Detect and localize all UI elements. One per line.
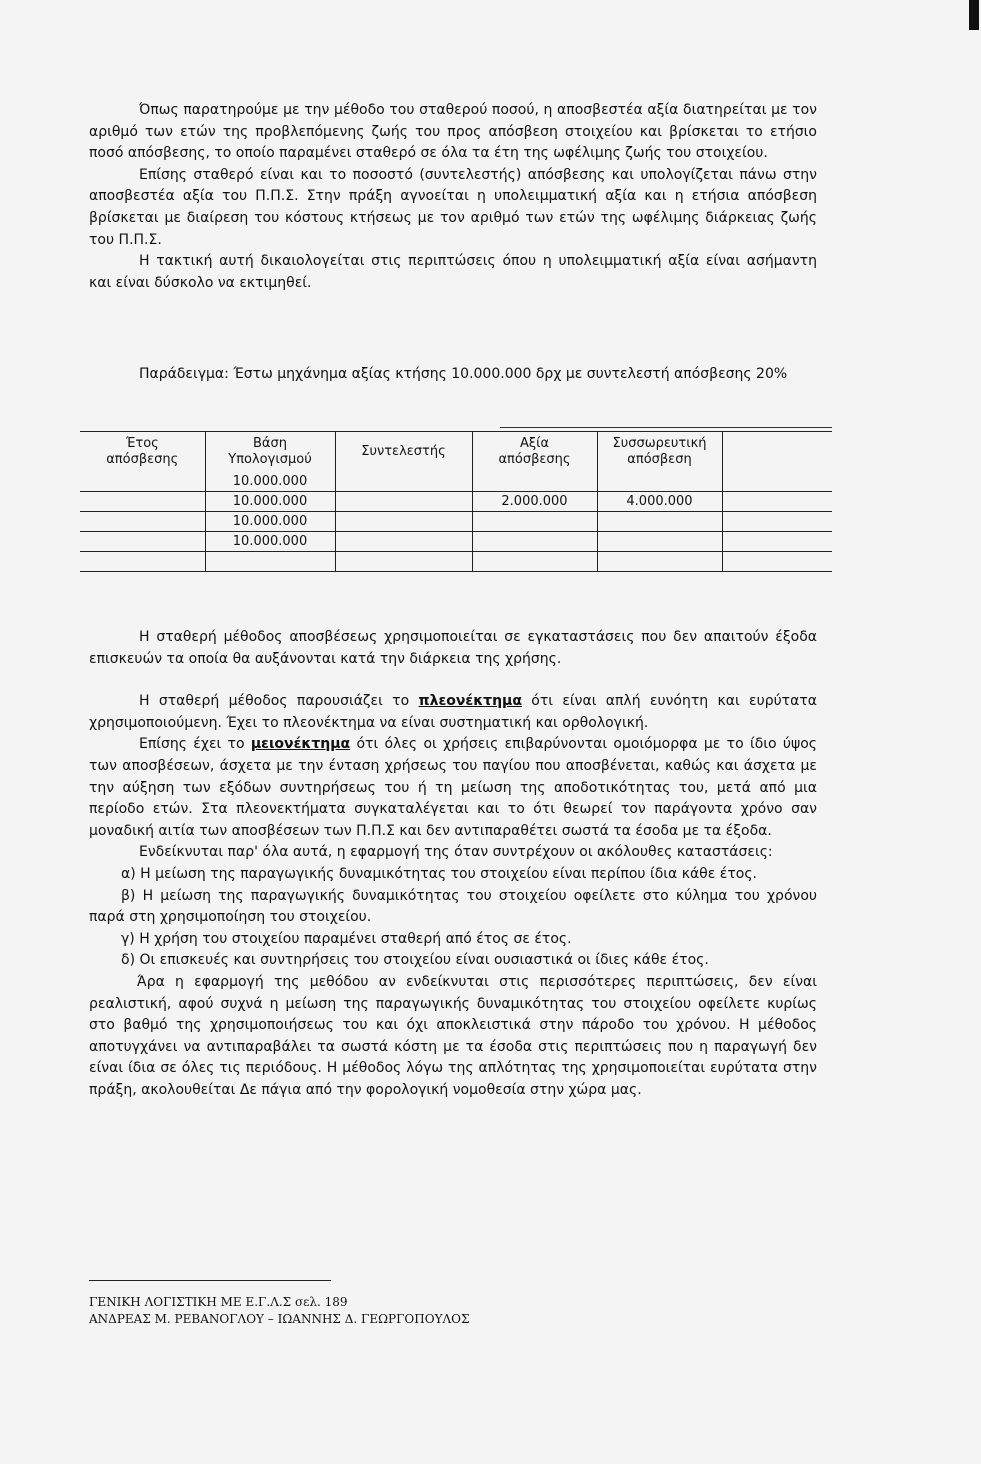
table-cell: 10.000.000: [205, 492, 335, 512]
table-cell: 2.000.000: [472, 492, 597, 512]
disadvantage-text-start: Επίσης έχει το: [139, 736, 251, 753]
body-section: [89, 627, 817, 1101]
header-rate: Συντελεστής: [335, 432, 472, 473]
table-cell: [597, 472, 722, 492]
table-cell: [722, 472, 832, 492]
table-top-rule: [500, 427, 832, 428]
table-cell: [80, 532, 205, 552]
header-blank: [722, 432, 832, 473]
table-cell: [80, 492, 205, 512]
advantage-text-start: Η σταθερή μέθοδος παρουσιάζει το: [139, 693, 419, 710]
table-cell: [205, 552, 335, 572]
paragraph-conditions-intro: Ενδείκνυται παρ' όλα αυτά, η εφαρμογή της όταν συντρέχουν οι ακόλουθες καταστάσεις:: [139, 844, 773, 861]
footnote-rule: [89, 1280, 331, 1281]
table-cell: [597, 512, 722, 532]
paragraph-conclusion: Άρα η εφαρμογή της μεθόδου αν ενδείκνυται στις περισσότερες περιπτώσεις, δεν είναι ρεαλιστική, αφού συχνά η μείωση της παραγωγικής δυναμικότητας του στοιχείου οφείλετε κυρίως στο βαθμό της χρησιμοποιήσεως του και όχι αποκλειστικά στην πάροδο του χρόνου. Η μέθοδος αποτυγχάνει να αντιπαραβάλει τα σωστά κόστη με τα έσοδα στις περιπτώσεις που η παραγωγή δεν είναι ίδια σε όλες τις περιόδους. Η μέθοδος λόγω της απλότητας της χρησιμοποιείται ευρύτατα στην πράξη, ακολουθείται Δε πάγια από την φορολογική νομοθεσία στην χώρα μας.: [89, 973, 817, 1098]
table-cell: 10.000.000: [205, 532, 335, 552]
header-base: Βάση Υπολογισμού: [205, 432, 335, 473]
table-row: [80, 492, 832, 512]
table-cell: [597, 532, 722, 552]
paragraph-example: Παράδειγμα: Έστω μηχάνημα αξίας κτήσης 10.000.000 δρχ με συντελεστή απόσβεσης 20%: [139, 366, 788, 382]
table-cell: [335, 512, 472, 532]
table-cell: [722, 532, 832, 552]
list-item: δ) Οι επισκευές και συντηρήσεις του στοιχείου είναι ουσιαστικά οι ίδιες κάθε έτος.: [121, 952, 709, 969]
table-cell: [472, 472, 597, 492]
table-cell: [80, 472, 205, 492]
table-cell: [335, 532, 472, 552]
table-row: [80, 532, 832, 552]
table-cell: [597, 552, 722, 572]
table-row: [80, 472, 832, 492]
table-cell: [722, 552, 832, 572]
list-item: β) Η μείωση της παραγωγικής δυναμικότητας του στοιχείου οφείλετε στο κύλημα του χρόνου παρά στη χρησιμοποίηση του στοιχείου.: [89, 887, 817, 926]
table-cell: [335, 552, 472, 572]
table-cell: [80, 552, 205, 572]
table-cell: [722, 492, 832, 512]
table-cell: [722, 512, 832, 532]
depreciation-table: [80, 431, 832, 572]
paragraph-justification: Η τακτική αυτή δικαιολογείται στις περιπτώσεις όπου η υπολειμματική αξία είναι ασήμαντη και είναι δύσκολο να εκτιμηθεί.: [89, 253, 817, 291]
paragraph-disadvantage: [89, 734, 817, 842]
advantage-text-end: ότι είναι απλή ευνόητη και ευρύτατα χρησιμοποιούμενη. Έχει το πλεονέκτημα να είναι συστηματική και ορθολογική.: [89, 693, 817, 731]
header-depreciation-amount: Αξία απόσβεσης: [472, 432, 597, 473]
table-cell: 4.000.000: [597, 492, 722, 512]
list-item: γ) Η χρήση του στοιχείου παραμένει σταθερή από έτος σε έτος.: [121, 930, 572, 947]
header-year: Έτος απόσβεσης: [80, 432, 205, 473]
scan-edge-mark: [969, 0, 979, 30]
table-cell: [335, 492, 472, 512]
table-cell: [472, 532, 597, 552]
disadvantage-keyword: μειονέκτημα: [250, 736, 351, 753]
example-section: [89, 364, 817, 386]
table-cell: 10.000.000: [205, 472, 335, 492]
advantage-keyword: πλεονέκτημα: [418, 693, 522, 710]
paragraph-usage: Η σταθερή μέθοδος αποσβέσεως χρησιμοποιείται σε εγκαταστάσεις που δεν απαιτούν έξοδα επισκευών τα οποία θα αυξάνονται κατά την διάρκεια της χρήσης.: [89, 629, 817, 667]
table-header-row: [80, 432, 832, 473]
list-item: α) Η μείωση της παραγωγικής δυναμικότητας του στοιχείου είναι περίπου ίδια κάθε έτος.: [121, 865, 757, 882]
paragraph-method-description: Όπως παρατηρούμε με την μέθοδο του σταθερού ποσού, η αποσβεστέα αξία διατηρείται με τον αριθμό των ετών της προβλεπόμενης ζωής του προς απόσβεση στοιχείου και βρίσκεται το ετήσιο ποσό απόσβεσης, το οποίο παραμένει σταθερό σε όλα τα έτη της ωφέλιμης ζωής του στοιχείου.: [89, 102, 817, 162]
table-cell: [472, 552, 597, 572]
paragraph-advantage: [89, 691, 817, 734]
paragraph-rate: Επίσης σταθερό είναι και το ποσοστό (συντελεστής) απόσβεσης και υπολογίζεται πάνω στην αποσβεστέα αξία του Π.Π.Σ. Στην πράξη αγνοείται η υπολειμματική αξία και η ετήσια απόσβεση βρίσκεται με διαίρεση του κόστους κτήσεως με τον αριθμό των ετών της ωφέλιμης διάρκειας ζωής του Π.Π.Σ.: [89, 166, 817, 248]
footnote-book: ΓΕΝΙΚΗ ΛΟΓΙΣΤΙΚΗ ΜΕ Ε.Γ.Λ.Σ σελ. 189: [89, 1295, 348, 1309]
header-accumulated: Συσσωρευτική απόσβεση: [597, 432, 722, 473]
table-row: [80, 512, 832, 532]
table-cell: [335, 472, 472, 492]
intro-section: [89, 100, 817, 294]
table-cell: [472, 512, 597, 532]
table-row: [80, 552, 832, 572]
footnote-authors: ΑΝΔΡΕΑΣ Μ. ΡΕΒΑΝΟΓΛΟΥ – ΙΩΑΝΝΗΣ Δ. ΓΕΩΡΓΟΠΟΥΛΟΣ: [89, 1312, 470, 1326]
table-cell: 10.000.000: [205, 512, 335, 532]
disadvantage-text-end: ότι όλες οι χρήσεις επιβαρύνονται ομοιόμορφα με το ίδιο ύψος των αποσβέσεων, άσχετα με την ένταση χρήσεως του παγίου που αποσβένεται, καθώς και άσχετα με την αύξηση των εξόδων συντηρήσεως του ή τη μείωση της αποδοτικότητας του, μετά από μια περίοδο ετών. Στα πλεονεκτήματα συγκαταλέγεται και το ότι θεωρεί τον παράγοντα χρόνο σαν μοναδική αιτία των αποσβέσεων των Π.Π.Σ και δεν αντιπαραθέτει σωστά τα έσοδα με τα έξοδα.: [89, 736, 817, 839]
table-cell: [80, 512, 205, 532]
